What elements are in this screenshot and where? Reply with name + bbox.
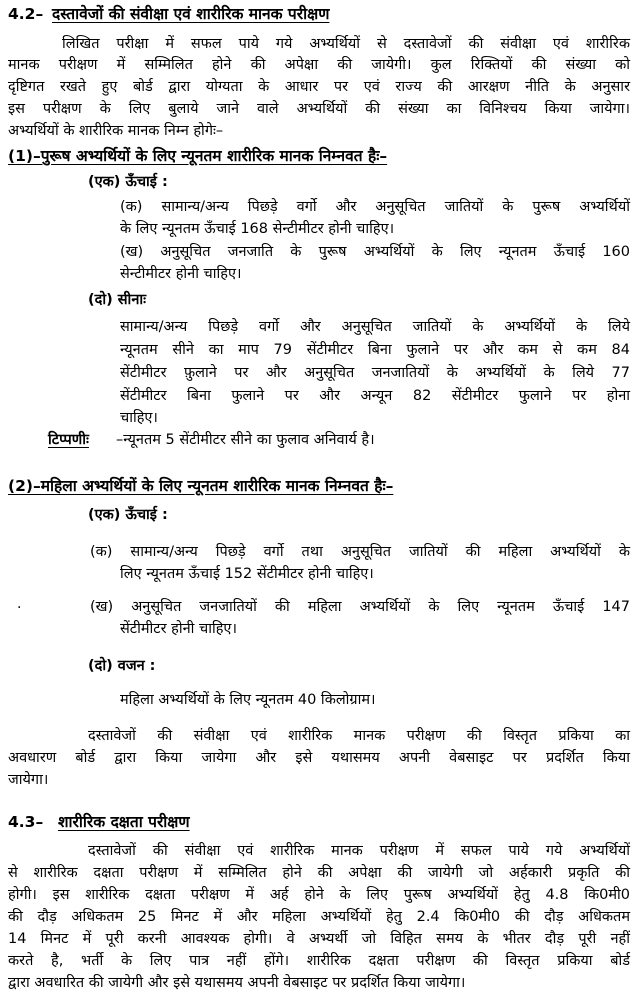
stray-dot: · [17,600,22,616]
intro-line-5: अभ्यर्थियों के शारीरिक मानक निम्न होगेः– [8,123,224,139]
male-chest-line-5: चाहिए। [120,410,158,426]
female-standards-heading: (2)–महिला अभ्यर्थियों के लिए न्यूनतम शारीरिक मानक निम्नवत हैः– [8,477,394,495]
male-chest-line-3: सेंटीमीटर फ़ुलाने पर और अनुसूचित जनजातियों के अभ्यर्थियों के लिये 77 [120,365,630,381]
section-4-2-title: दस्तावेजों की संवीक्षा एवं शारीरिक मानक परीक्षण [52,5,330,23]
s43-line-5: 14 मिनट में पूरी करनी आवश्यक होगी। वे अभ्यर्थी जो विहित समय के भीतर दौड़ पूरी नहीं [8,931,630,947]
section-4-3-title: शारीरिक दक्षता परीक्षण [58,813,190,831]
female-height-label: (एक) ऊँचाई : [88,507,168,523]
male-chest-label: (दो) सीनाः [88,292,147,308]
section-4-3-number: 4.3– [8,813,44,831]
female-height-st-line-2: सेंटीमीटर होनी चाहिए। [120,621,237,637]
female-height-general-line-1: (क) सामान्य/अन्य पिछड़े वर्गो तथा अनुसूचित जातियों की महिला अभ्यर्थियों के [90,544,630,560]
s43-line-7: द्वारा अवधारित की जायेगी और इसे यथासमय अपनी वेबसाइट पर प्रदर्शित किया जायेगा। [8,975,466,991]
male-height-general-line-1: (क) सामान्य/अन्य पिछड़े वर्गो और अनुसूचित जातियों के पुरूष अभ्यर्थियों [120,199,630,215]
female-height-st-line-1: (ख) अनुसूचित जनजातियों की महिला अभ्यर्थियों के लिए न्यूनतम ऊँचाई 147 [90,599,630,615]
female-weight-text: महिला अभ्यर्थियों के लिए न्यूनतम 40 किलोग्राम। [120,692,376,708]
male-height-st-line-2: सेन्टीमीटर होनी चाहिए। [120,266,242,282]
closing-line-1: दस्तावेजों की संवीक्षा एवं शारीरिक मानक परीक्षण की विस्तृत प्रकिया का [88,728,630,744]
male-note-text: –न्यूनतम 5 सेंटीमीटर सीने का फुलाव अनिवार्य है। [116,432,375,448]
closing-line-2: अवधारण बोर्ड द्वारा किया जायेगा और इसे यथासमय अपनी वेबसाइट पर प्रदर्शित किया [8,750,630,766]
male-standards-heading: (1)–पुरूष अभ्यर्थियों के लिए न्यूनतम शारीरिक मानक निम्नवत हैः– [8,147,388,165]
male-chest-line-1: सामान्य/अन्य पिछड़े वर्गो और अनुसूचित जातियों के अभ्यर्थियों के लिये [120,319,630,335]
s43-line-6: करते है, भर्ती के लिए पात्र नहीं होंगे। शारीरिक दक्षता परीक्षण की विस्तृत प्रकिया बोर्ड [8,953,630,969]
intro-line-3: दृष्टिगत रखते हुए बोर्ड द्वारा योग्यता के आधार पर एवं राज्य की आरक्षण नीति के अनुसार [8,79,630,95]
s43-line-3: होगी। इस शारीरिक दक्षता परीक्षण में अर्ह होने के लिए पुरूष अभ्यर्थियों हेतु 4.8 कि0मी0 [8,887,630,903]
intro-line-4: इस परीक्षण के लिए बुलाये जाने वाले अभ्यर्थियों की संख्या का विनिश्चय किया जायेगा। [8,101,630,117]
male-height-general-line-2: के लिए न्यूनतम ऊँचाई 168 सेन्टीमीटर होनी चाहिए। [120,221,395,237]
female-weight-label: (दो) वजन : [88,658,156,674]
male-height-label: (एक) ऊँचाई : [88,174,168,190]
male-chest-line-4: सेंटीमीटर बिना फुलाने पर और अन्यून 82 सेंटीमीटर फुलाने पर होना [120,388,630,404]
s43-line-1: दस्तावेजों की संवीक्षा एवं शारीरिक मानक परीक्षण में सफल पाये गये अभ्यर्थियों [88,843,630,859]
closing-line-3: जायेगा। [8,772,49,788]
male-height-st-line-1: (ख) अनुसूचित जनजाति के पुरूष अभ्यर्थियों के लिए न्यूनतम ऊँचाई 160 [120,244,630,260]
male-note-label: टिप्पणीः [48,432,89,448]
male-chest-line-2: न्यूनतम सीने का माप 79 सेंटीमीटर बिना फुलाने पर और कम से कम 84 [120,342,630,358]
section-4-2-number: 4.2– [8,5,44,23]
s43-line-4: की दौड़ अधिकतम 25 मिनट में और महिला अभ्यर्थियों हेतु 2.4 कि0मी0 की दौड़ अधिकतम [8,909,630,925]
s43-line-2: से शारीरिक दक्षता परीक्षण में सम्मिलित होने की अपेक्षा की जायेगी जो अर्हकारी प्रकृति की [8,865,630,881]
female-height-general-line-2: लिए न्यूनतम ऊँचाई 152 सेंटीमीटर होनी चाहिए। [120,566,374,582]
intro-line-2: मानक परीक्षण में सम्मिलित होने की अपेक्षा की जायेगी। कुल रिक्तियों की संख्या को [8,57,630,73]
intro-line-1: लिखित परीक्षा में सफल पाये गये अभ्यर्थियों से दस्तावेजों की संवीक्षा एवं शारीरिक [62,36,630,52]
